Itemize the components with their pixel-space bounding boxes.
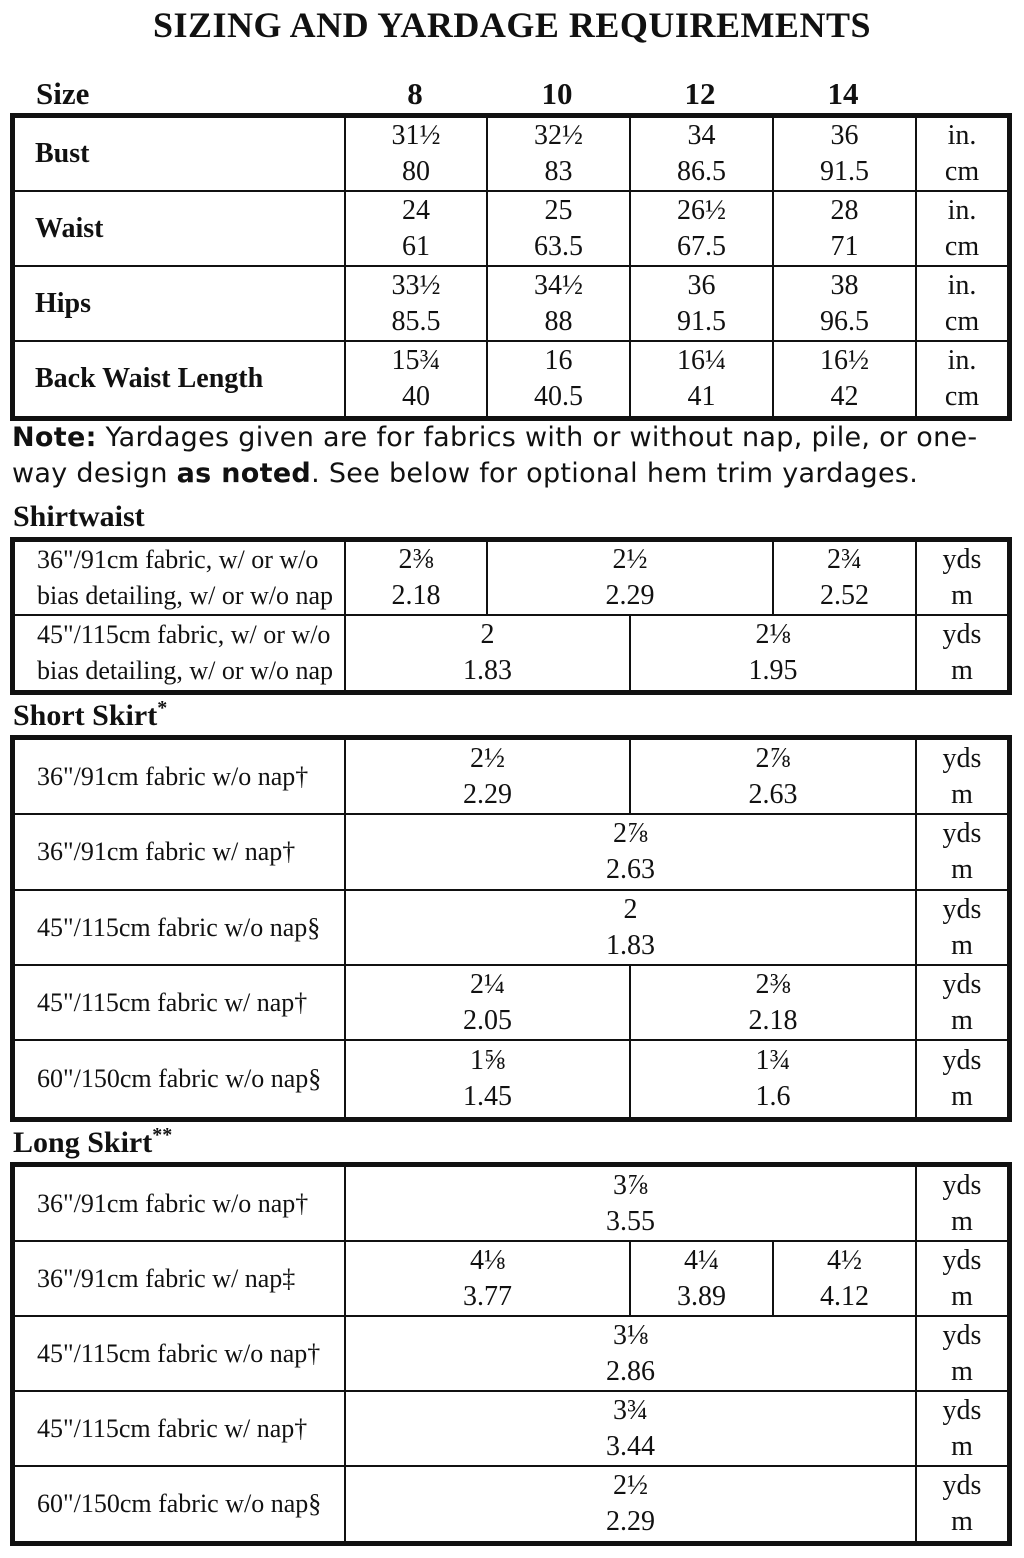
yardage-cell: 2⅛ 1.95 <box>630 615 916 691</box>
back-waist-length-size-8: 15¾ 40 <box>345 341 487 417</box>
back-waist-length-size-10: 16 40.5 <box>487 341 630 417</box>
bust-size-12: 34 86.5 <box>630 117 773 191</box>
fabric-label: 60"/150cm fabric w/o nap§ <box>14 1040 345 1118</box>
yardage-cell: 1⅝ 1.45 <box>345 1040 630 1118</box>
table-row <box>14 739 1008 814</box>
long-skirt-heading <box>13 1124 172 1160</box>
fabric-label: 45"/115cm fabric w/o nap§ <box>14 890 345 965</box>
shirtwaist-heading: Shirtwaist <box>13 500 145 533</box>
size-8-header: 8 <box>407 76 423 111</box>
back-waist-length-label: Back Waist Length <box>14 341 345 417</box>
note-text-2: . See below for optional hem trim yardages. <box>311 458 919 489</box>
yardage-note <box>12 420 1012 492</box>
table-row <box>14 541 1008 615</box>
fabric-label: 36"/91cm fabric w/ nap‡ <box>14 1241 345 1316</box>
yardage-units: yds m <box>916 615 1008 691</box>
short-skirt-footnote-mark: * <box>157 697 168 719</box>
bust-size-8: 31½ 80 <box>345 117 487 191</box>
fabric-label: 45"/115cm fabric, w/ or w/o bias detailing, w/ or w/o nap <box>14 615 345 691</box>
yardage-units: yds m <box>916 965 1008 1040</box>
fabric-label: 36"/91cm fabric w/o nap† <box>14 1166 345 1241</box>
yardage-cell: 2⅜ 2.18 <box>345 541 487 615</box>
fabric-label: 36"/91cm fabric w/o nap† <box>14 739 345 814</box>
yardage-cell: 2 1.83 <box>345 615 630 691</box>
yardage-units: yds m <box>916 1316 1008 1391</box>
table-row <box>14 117 1008 191</box>
yardage-cell: 2 1.83 <box>345 890 916 965</box>
waist-size-10: 25 63.5 <box>487 191 630 266</box>
yardage-units: yds m <box>916 1466 1008 1542</box>
waist-size-12: 26½ 67.5 <box>630 191 773 266</box>
hips-size-14: 38 96.5 <box>773 266 916 341</box>
hips-size-8: 33½ 85.5 <box>345 266 487 341</box>
table-row <box>14 1391 1008 1466</box>
page-title: SIZING AND YARDAGE REQUIREMENTS <box>153 5 871 45</box>
yardage-cell: 4⅛ 3.77 <box>345 1241 630 1316</box>
yardage-units: yds m <box>916 739 1008 814</box>
table-row <box>14 1040 1008 1118</box>
yardage-units: yds m <box>916 1391 1008 1466</box>
table-row <box>14 1316 1008 1391</box>
table-row <box>14 1166 1008 1241</box>
yardage-units: yds m <box>916 890 1008 965</box>
yardage-cell: 3¾ 3.44 <box>345 1391 916 1466</box>
hips-size-12: 36 91.5 <box>630 266 773 341</box>
bust-units: in. cm <box>916 117 1008 191</box>
fabric-label: 36"/91cm fabric, w/ or w/o bias detailing, w/ or w/o nap <box>14 541 345 615</box>
note-text-1: Yardages given are for fabrics with or without nap, pile, or one-way design <box>12 422 978 489</box>
table-row <box>14 615 1008 691</box>
bust-size-14: 36 91.5 <box>773 117 916 191</box>
yardage-units: yds m <box>916 541 1008 615</box>
fabric-label: 45"/115cm fabric w/o nap† <box>14 1316 345 1391</box>
fabric-label: 36"/91cm fabric w/ nap† <box>14 814 345 890</box>
size-header-row <box>0 76 1024 116</box>
yardage-units: yds m <box>916 1166 1008 1241</box>
waist-label: Waist <box>14 191 345 266</box>
waist-size-14: 28 71 <box>773 191 916 266</box>
yardage-cell: 2½ 2.29 <box>487 541 773 615</box>
hips-label: Hips <box>14 266 345 341</box>
yardage-cell: 2⅞ 2.63 <box>345 814 916 890</box>
fabric-label: 60"/150cm fabric w/o nap§ <box>14 1466 345 1542</box>
short-skirt-title: Short Skirt <box>13 699 158 732</box>
size-14-header: 14 <box>827 76 859 111</box>
table-row <box>14 191 1008 266</box>
yardage-cell: 2⅞ 2.63 <box>630 739 916 814</box>
yardage-cell: 2¾ 2.52 <box>773 541 916 615</box>
size-12-header: 12 <box>684 76 716 111</box>
hips-size-10: 34½ 88 <box>487 266 630 341</box>
back-waist-length-units: in. cm <box>916 341 1008 417</box>
table-row <box>14 1466 1008 1542</box>
yardage-cell: 4½ 4.12 <box>773 1241 916 1316</box>
yardage-cell: 1¾ 1.6 <box>630 1040 916 1118</box>
shirtwaist-table <box>13 540 1009 692</box>
yardage-cell: 4¼ 3.89 <box>630 1241 773 1316</box>
yardage-units: yds m <box>916 1040 1008 1118</box>
long-skirt-title: Long Skirt <box>13 1126 153 1159</box>
bust-size-10: 32½ 83 <box>487 117 630 191</box>
short-skirt-heading <box>13 697 167 733</box>
table-row <box>14 965 1008 1040</box>
yardage-units: yds m <box>916 814 1008 890</box>
yardage-cell: 3⅛ 2.86 <box>345 1316 916 1391</box>
waist-units: in. cm <box>916 191 1008 266</box>
fabric-label: 45"/115cm fabric w/ nap† <box>14 1391 345 1466</box>
back-waist-length-size-12: 16¼ 41 <box>630 341 773 417</box>
note-as-noted: as noted <box>176 458 312 489</box>
yardage-cell: 2½ 2.29 <box>345 1466 916 1542</box>
yardage-cell: 2½ 2.29 <box>345 739 630 814</box>
long-skirt-table <box>13 1165 1009 1543</box>
bust-label: Bust <box>14 117 345 191</box>
table-row <box>14 341 1008 417</box>
yardage-cell: 2⅜ 2.18 <box>630 965 916 1040</box>
note-label: Note: <box>12 422 97 453</box>
yardage-cell: 3⅞ 3.55 <box>345 1166 916 1241</box>
size-10-header: 10 <box>541 76 573 111</box>
yardage-cell: 2¼ 2.05 <box>345 965 630 1040</box>
yardage-units: yds m <box>916 1241 1008 1316</box>
short-skirt-table <box>13 738 1009 1119</box>
waist-size-8: 24 61 <box>345 191 487 266</box>
table-row <box>14 890 1008 965</box>
back-waist-length-size-14: 16½ 42 <box>773 341 916 417</box>
size-header-label: Size <box>36 76 90 111</box>
table-row <box>14 1241 1008 1316</box>
fabric-label: 45"/115cm fabric w/ nap† <box>14 965 345 1040</box>
hips-units: in. cm <box>916 266 1008 341</box>
long-skirt-footnote-mark: ** <box>152 1124 173 1146</box>
body-measurements-table <box>13 116 1009 418</box>
table-row <box>14 266 1008 341</box>
table-row <box>14 814 1008 890</box>
